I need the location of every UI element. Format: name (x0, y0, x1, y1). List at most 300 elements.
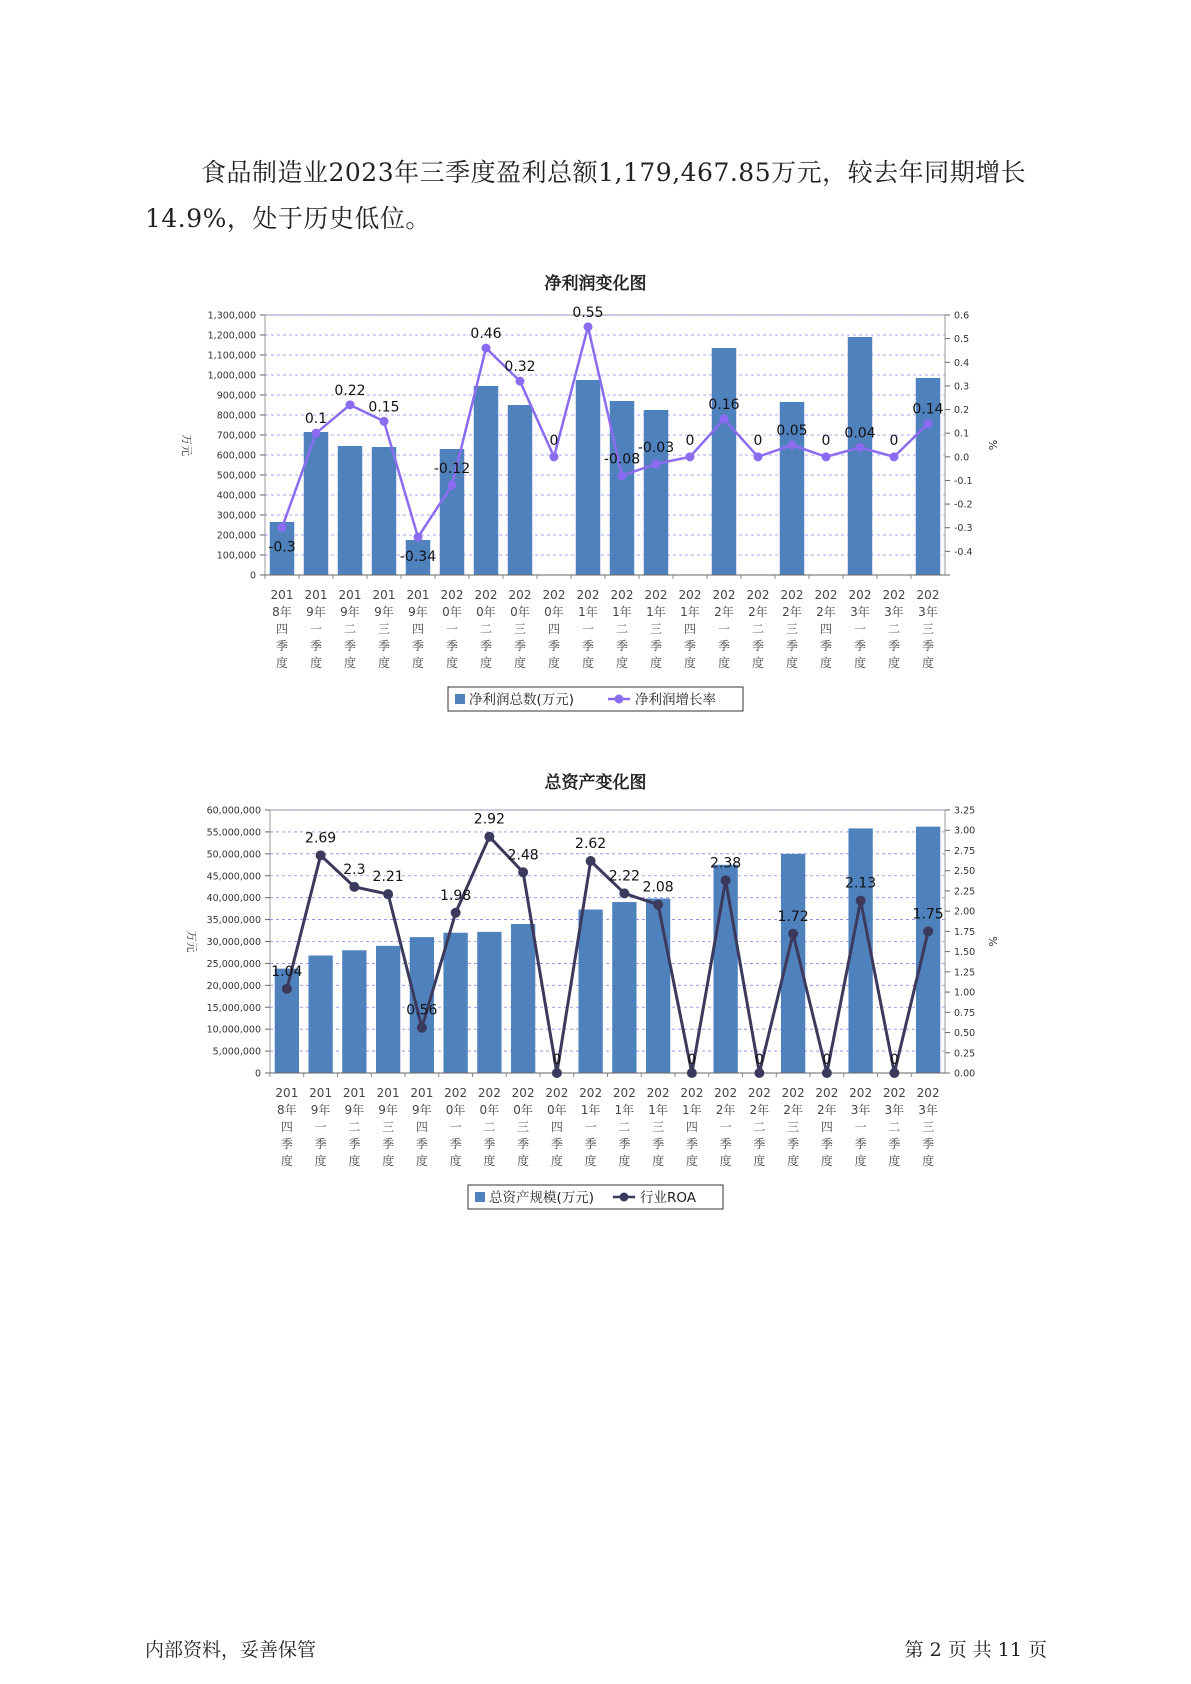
data-label: 0 (889, 1052, 899, 1068)
x-tick-label: 3年 (850, 605, 870, 619)
y2-axis-title: % (986, 439, 999, 451)
series-point (484, 832, 494, 842)
x-tick-label: 3年 (850, 1103, 871, 1117)
x-tick-label: 度 (615, 656, 629, 670)
y2-tick-label: -0.2 (954, 499, 973, 511)
data-label: -0.08 (603, 451, 641, 468)
x-tick-label: 度 (483, 1154, 496, 1168)
data-label: 0.1 (304, 411, 328, 428)
data-label: 0.22 (334, 382, 366, 399)
x-tick-label: 四 (275, 622, 289, 636)
data-label: 0 (687, 1052, 697, 1068)
x-tick-label: 9年 (378, 1103, 398, 1117)
x-tick-label: 201 (376, 1086, 400, 1100)
x-tick-label: 202 (781, 1086, 805, 1100)
x-tick-label: 202 (916, 588, 940, 602)
y-tick-label: 300,000 (216, 510, 256, 522)
data-label: 2.62 (575, 835, 607, 852)
x-tick-label: 202 (882, 588, 906, 602)
x-tick-label: 度 (785, 656, 799, 670)
data-label: -0.12 (433, 461, 471, 478)
series-point (448, 481, 457, 490)
summary-paragraph: 食品制造业2023年三季度盈利总额1,179,467.85万元，较去年同期增长14.9%，处于历史低位。 (145, 158, 1027, 233)
x-tick-label: 202 (714, 1086, 738, 1100)
x-tick-label: 度 (550, 1154, 563, 1168)
series-point (380, 417, 389, 426)
x-tick-label: 202 (440, 588, 464, 602)
bar (612, 902, 636, 1073)
x-tick-label: 202 (610, 588, 634, 602)
x-tick-label: 度 (309, 656, 323, 670)
x-tick-label: 季 (717, 639, 731, 653)
chart1-title: 净利润变化图 (544, 274, 647, 294)
data-label: 2.08 (642, 879, 674, 896)
data-label: 2.48 (507, 847, 539, 864)
x-tick-label: 202 (646, 1086, 670, 1100)
bar (511, 924, 535, 1073)
series-point (552, 1068, 562, 1078)
x-tick-label: 202 (916, 1086, 940, 1100)
x-tick-label: 9年 (374, 605, 394, 619)
y-tick-label: 1,100,000 (207, 350, 256, 362)
x-tick-label: 202 (612, 1086, 636, 1100)
series-point (316, 850, 326, 860)
y-tick-label: 25,000,000 (206, 958, 261, 970)
y-tick-label: 45,000,000 (206, 871, 261, 883)
y2-tick-label: 0.3 (954, 381, 970, 393)
x-tick-label: 季 (615, 639, 629, 653)
data-label: 2.92 (473, 811, 505, 828)
y2-tick-label: 2.00 (954, 906, 976, 918)
x-tick-label: 202 (477, 1086, 501, 1100)
x-tick-label: 季 (649, 639, 663, 653)
x-tick-label: 202 (849, 1086, 873, 1100)
x-tick-label: 度 (618, 1154, 631, 1168)
x-tick-label: 度 (854, 1154, 867, 1168)
x-tick-label: 季 (584, 1137, 597, 1151)
x-tick-label: 四 (547, 622, 561, 636)
x-tick-label: 202 (815, 1086, 839, 1100)
series-point (278, 523, 287, 532)
data-label: 0 (822, 1052, 832, 1068)
series-point (822, 452, 831, 461)
data-label: 1.72 (777, 908, 809, 925)
bar (376, 946, 400, 1073)
series-point (687, 1068, 697, 1078)
x-tick-label: 202 (644, 588, 668, 602)
series-point (754, 452, 763, 461)
y2-tick-label: 3.25 (954, 805, 976, 817)
legend-line-marker (615, 695, 624, 704)
x-tick-label: 季 (479, 639, 493, 653)
x-tick-label: 度 (719, 1154, 732, 1168)
data-label: 2.13 (845, 875, 877, 892)
x-tick-label: 度 (685, 1154, 698, 1168)
x-tick-label: 二 (348, 1120, 361, 1134)
series-point (482, 344, 491, 353)
x-tick-label: 季 (343, 639, 357, 653)
series-point (720, 415, 729, 424)
x-tick-label: 3年 (884, 605, 904, 619)
data-label: 1.98 (440, 887, 472, 904)
data-label: 0.56 (406, 1002, 438, 1019)
series-point (924, 419, 933, 428)
bar (644, 410, 668, 575)
x-tick-label: 四 (685, 1120, 698, 1134)
bar (610, 401, 634, 575)
series-point (349, 882, 359, 892)
data-label: 1.75 (912, 906, 944, 923)
x-tick-label: 一 (449, 1120, 462, 1134)
data-label: 0.15 (368, 399, 400, 416)
x-tick-label: 度 (820, 1154, 833, 1168)
x-tick-label: 二 (343, 622, 357, 636)
x-tick-label: 2年 (816, 605, 836, 619)
y2-tick-label: 0.5 (954, 334, 970, 346)
x-tick-label: 度 (717, 656, 731, 670)
x-tick-label: 季 (819, 639, 833, 653)
bar (443, 933, 467, 1073)
bar (712, 348, 736, 575)
y-tick-label: 5,000,000 (212, 1046, 261, 1058)
x-tick-label: 202 (579, 1086, 603, 1100)
bar (576, 380, 600, 575)
y2-tick-label: 1.00 (954, 987, 976, 999)
x-tick-label: 季 (547, 639, 561, 653)
y2-tick-label: 3.00 (954, 825, 976, 837)
legend-bar-swatch (455, 694, 465, 704)
x-tick-label: 度 (751, 656, 765, 670)
series-point (652, 459, 661, 468)
x-tick-label: 1年 (680, 605, 700, 619)
data-label: 0 (754, 1052, 764, 1068)
x-tick-label: 0年 (479, 1103, 500, 1117)
x-tick-label: 季 (820, 1137, 833, 1151)
y2-tick-label: 1.75 (954, 926, 976, 938)
x-tick-label: 三 (921, 622, 935, 636)
x-tick-label: 四 (819, 622, 833, 636)
x-tick-label: 二 (479, 622, 493, 636)
series-point (518, 867, 528, 877)
x-tick-label: 202 (678, 588, 702, 602)
x-tick-label: 0年 (547, 1103, 567, 1117)
series-point (383, 889, 393, 899)
series-point (856, 896, 866, 906)
x-tick-label: 2年 (714, 605, 734, 619)
x-tick-label: 季 (719, 1137, 732, 1151)
x-tick-label: 三 (652, 1120, 665, 1134)
y2-tick-label: 2.75 (954, 845, 976, 857)
x-tick-label: 202 (576, 588, 600, 602)
x-tick-label: 9年 (306, 605, 326, 619)
x-tick-label: 季 (787, 1137, 800, 1151)
series-point (618, 471, 627, 480)
bar (342, 950, 366, 1073)
legend-bar-label: 净利润总数(万元) (469, 692, 575, 708)
x-tick-label: 二 (618, 1120, 631, 1134)
legend-line-label: 行业ROA (640, 1190, 697, 1206)
series-point (889, 1068, 899, 1078)
x-tick-label: 季 (888, 1137, 901, 1151)
x-tick-label: 一 (309, 622, 323, 636)
x-tick-label: 201 (410, 1086, 434, 1100)
x-tick-label: 一 (854, 1120, 867, 1134)
x-tick-label: 度 (377, 656, 391, 670)
x-tick-label: 度 (449, 1154, 462, 1168)
x-tick-label: 0年 (445, 1103, 466, 1117)
x-tick-label: 二 (887, 622, 901, 636)
x-tick-label: 度 (683, 656, 697, 670)
x-tick-label: 度 (753, 1154, 766, 1168)
x-tick-label: 一 (581, 622, 595, 636)
x-tick-label: 度 (411, 656, 425, 670)
x-tick-label: 202 (444, 1086, 468, 1100)
y-tick-label: 15,000,000 (206, 1002, 261, 1014)
y-tick-label: 0 (249, 570, 256, 582)
x-tick-label: 0年 (476, 605, 496, 619)
x-tick-label: 9年 (310, 1103, 331, 1117)
x-tick-label: 三 (377, 622, 391, 636)
data-label: -0.03 (637, 439, 675, 456)
data-label: 0 (549, 432, 559, 449)
y-tick-label: 900,000 (216, 390, 256, 402)
series-point (653, 900, 663, 910)
x-tick-label: 度 (275, 656, 289, 670)
x-tick-label: 二 (753, 1120, 766, 1134)
y2-tick-label: -0.4 (954, 546, 973, 558)
x-tick-label: 一 (445, 622, 459, 636)
y-tick-label: 20,000,000 (206, 980, 261, 992)
x-tick-label: 1年 (682, 1103, 702, 1117)
x-tick-label: 季 (483, 1137, 496, 1151)
x-tick-label: 201 (338, 588, 362, 602)
x-tick-label: 2年 (782, 605, 802, 619)
series-point (721, 875, 731, 885)
x-tick-label: 度 (415, 1154, 428, 1168)
y-tick-label: 600,000 (216, 450, 256, 462)
x-tick-label: 201 (406, 588, 430, 602)
y-axis-title: 万元 (180, 434, 193, 456)
x-tick-label: 季 (411, 639, 425, 653)
series-point (346, 400, 355, 409)
y2-tick-label: 1.50 (954, 947, 976, 959)
y2-tick-label: 2.25 (954, 886, 976, 898)
x-tick-label: 3年 (884, 1103, 905, 1117)
x-tick-label: 季 (377, 639, 391, 653)
net-profit-chart (0, 300, 1191, 720)
x-tick-label: 201 (275, 1086, 299, 1100)
y2-tick-label: 0.50 (954, 1028, 976, 1040)
x-tick-label: 季 (922, 1137, 935, 1151)
x-tick-label: 一 (719, 1120, 732, 1134)
series-point (856, 443, 865, 452)
x-tick-label: 度 (343, 656, 357, 670)
x-tick-label: 季 (853, 639, 867, 653)
series-point (550, 452, 559, 461)
x-tick-label: 2年 (783, 1103, 803, 1117)
x-tick-label: 二 (888, 1120, 901, 1134)
y-tick-label: 700,000 (216, 430, 256, 442)
y2-tick-label: 0.00 (954, 1068, 976, 1080)
x-tick-label: 度 (584, 1154, 597, 1168)
series-point (414, 533, 423, 542)
bar (372, 447, 396, 575)
series-point (586, 856, 596, 866)
series-point (788, 441, 797, 450)
x-tick-label: 季 (581, 639, 595, 653)
x-tick-label: 度 (517, 1154, 530, 1168)
x-tick-label: 度 (479, 656, 493, 670)
bar (308, 956, 332, 1073)
x-tick-label: 四 (683, 622, 697, 636)
legend-bar-swatch (475, 1192, 485, 1202)
x-tick-label: 202 (746, 588, 770, 602)
bar (713, 865, 737, 1073)
y-tick-label: 10,000,000 (206, 1024, 261, 1036)
data-label: 0 (685, 432, 695, 449)
y-tick-label: 800,000 (216, 410, 256, 422)
x-tick-label: 四 (415, 1120, 428, 1134)
series-point (788, 929, 798, 939)
data-label: 0.04 (844, 425, 876, 442)
x-tick-label: 1年 (648, 1103, 668, 1117)
x-tick-label: 季 (445, 639, 459, 653)
bar (646, 899, 670, 1073)
x-tick-label: 季 (785, 639, 799, 653)
x-tick-label: 季 (314, 1137, 327, 1151)
bar (477, 932, 501, 1073)
x-tick-label: 度 (649, 656, 663, 670)
y-tick-label: 55,000,000 (206, 827, 261, 839)
bar (338, 446, 362, 575)
x-tick-label: 度 (887, 656, 901, 670)
x-tick-label: 四 (280, 1120, 293, 1134)
x-tick-label: 三 (922, 1120, 935, 1134)
x-tick-label: 8年 (277, 1103, 297, 1117)
series-point (584, 322, 593, 331)
data-label: 2.38 (710, 855, 742, 872)
legend-line-label: 净利润增长率 (635, 692, 716, 708)
x-tick-label: 201 (372, 588, 396, 602)
footer-confidential: 内部资料，妥善保管 (145, 1639, 317, 1661)
data-label: 0.32 (504, 359, 536, 376)
x-tick-label: 季 (921, 639, 935, 653)
x-tick-label: 季 (382, 1137, 395, 1151)
x-tick-label: 二 (751, 622, 765, 636)
y-tick-label: 0 (254, 1068, 261, 1080)
x-tick-label: 202 (511, 1086, 535, 1100)
y-tick-label: 1,300,000 (207, 310, 256, 322)
x-tick-label: 度 (382, 1154, 395, 1168)
data-label: 0.46 (470, 326, 502, 343)
x-tick-label: 202 (814, 588, 838, 602)
y2-tick-label: 0.1 (954, 428, 970, 440)
bar (848, 337, 872, 575)
x-tick-label: 一 (853, 622, 867, 636)
x-tick-label: 三 (649, 622, 663, 636)
x-tick-label: 9年 (412, 1103, 432, 1117)
x-tick-label: 202 (882, 1086, 906, 1100)
x-tick-label: 四 (820, 1120, 833, 1134)
x-tick-label: 季 (652, 1137, 665, 1151)
y2-tick-label: 0.25 (954, 1048, 976, 1060)
x-tick-label: 度 (280, 1154, 293, 1168)
series-point (923, 926, 933, 936)
data-label: 0.14 (912, 401, 944, 418)
x-tick-label: 202 (508, 588, 532, 602)
x-tick-label: 三 (382, 1120, 395, 1134)
data-label: 2.22 (608, 868, 640, 885)
x-tick-label: 度 (853, 656, 867, 670)
y2-tick-label: -0.1 (954, 475, 973, 487)
x-tick-label: 202 (474, 588, 498, 602)
x-tick-label: 8年 (272, 605, 292, 619)
x-tick-label: 季 (275, 639, 289, 653)
y-tick-label: 1,000,000 (207, 370, 256, 382)
x-tick-label: 四 (550, 1120, 563, 1134)
bar (508, 405, 532, 575)
bar (578, 910, 602, 1073)
x-tick-label: 季 (280, 1137, 293, 1151)
series-point (417, 1023, 427, 1033)
data-label: -0.3 (268, 539, 296, 556)
x-tick-label: 季 (618, 1137, 631, 1151)
y-tick-label: 50,000,000 (206, 849, 261, 861)
x-tick-label: 一 (584, 1120, 597, 1134)
x-tick-label: 9年 (340, 605, 360, 619)
data-label: 0 (753, 432, 763, 449)
data-label: 2.69 (305, 830, 337, 847)
x-tick-label: 1年 (580, 1103, 601, 1117)
x-tick-label: 季 (683, 639, 697, 653)
y-tick-label: 35,000,000 (206, 915, 261, 927)
x-tick-label: 一 (314, 1120, 327, 1134)
x-tick-label: 0年 (513, 1103, 533, 1117)
y2-axis-title: % (986, 936, 999, 947)
data-label: 1.04 (271, 963, 303, 980)
x-tick-label: 季 (513, 639, 527, 653)
x-tick-label: 三 (785, 622, 799, 636)
series-point (451, 908, 461, 918)
x-tick-label: 2年 (817, 1103, 837, 1117)
series-point (754, 1068, 764, 1078)
x-tick-label: 季 (550, 1137, 563, 1151)
y2-tick-label: -0.3 (954, 523, 973, 535)
y-tick-label: 100,000 (216, 550, 256, 562)
x-tick-label: 1年 (578, 605, 598, 619)
data-label: 0.55 (572, 304, 604, 321)
x-tick-label: 度 (513, 656, 527, 670)
x-tick-label: 1年 (614, 1103, 635, 1117)
x-tick-label: 2年 (749, 1103, 770, 1117)
x-tick-label: 202 (780, 588, 804, 602)
x-tick-label: 四 (411, 622, 425, 636)
series-point (890, 452, 899, 461)
x-tick-label: 0年 (544, 605, 564, 619)
x-tick-label: 季 (415, 1137, 428, 1151)
x-tick-label: 二 (615, 622, 629, 636)
x-tick-label: 度 (547, 656, 561, 670)
x-tick-label: 三 (513, 622, 527, 636)
x-tick-label: 度 (445, 656, 459, 670)
data-label: 0 (552, 1052, 562, 1068)
bar (916, 827, 940, 1073)
chart2-title: 总资产变化图 (544, 773, 647, 793)
y2-tick-label: 0.0 (954, 452, 970, 464)
plot-frame (265, 315, 945, 575)
x-tick-label: 1年 (646, 605, 666, 619)
x-tick-label: 季 (685, 1137, 698, 1151)
